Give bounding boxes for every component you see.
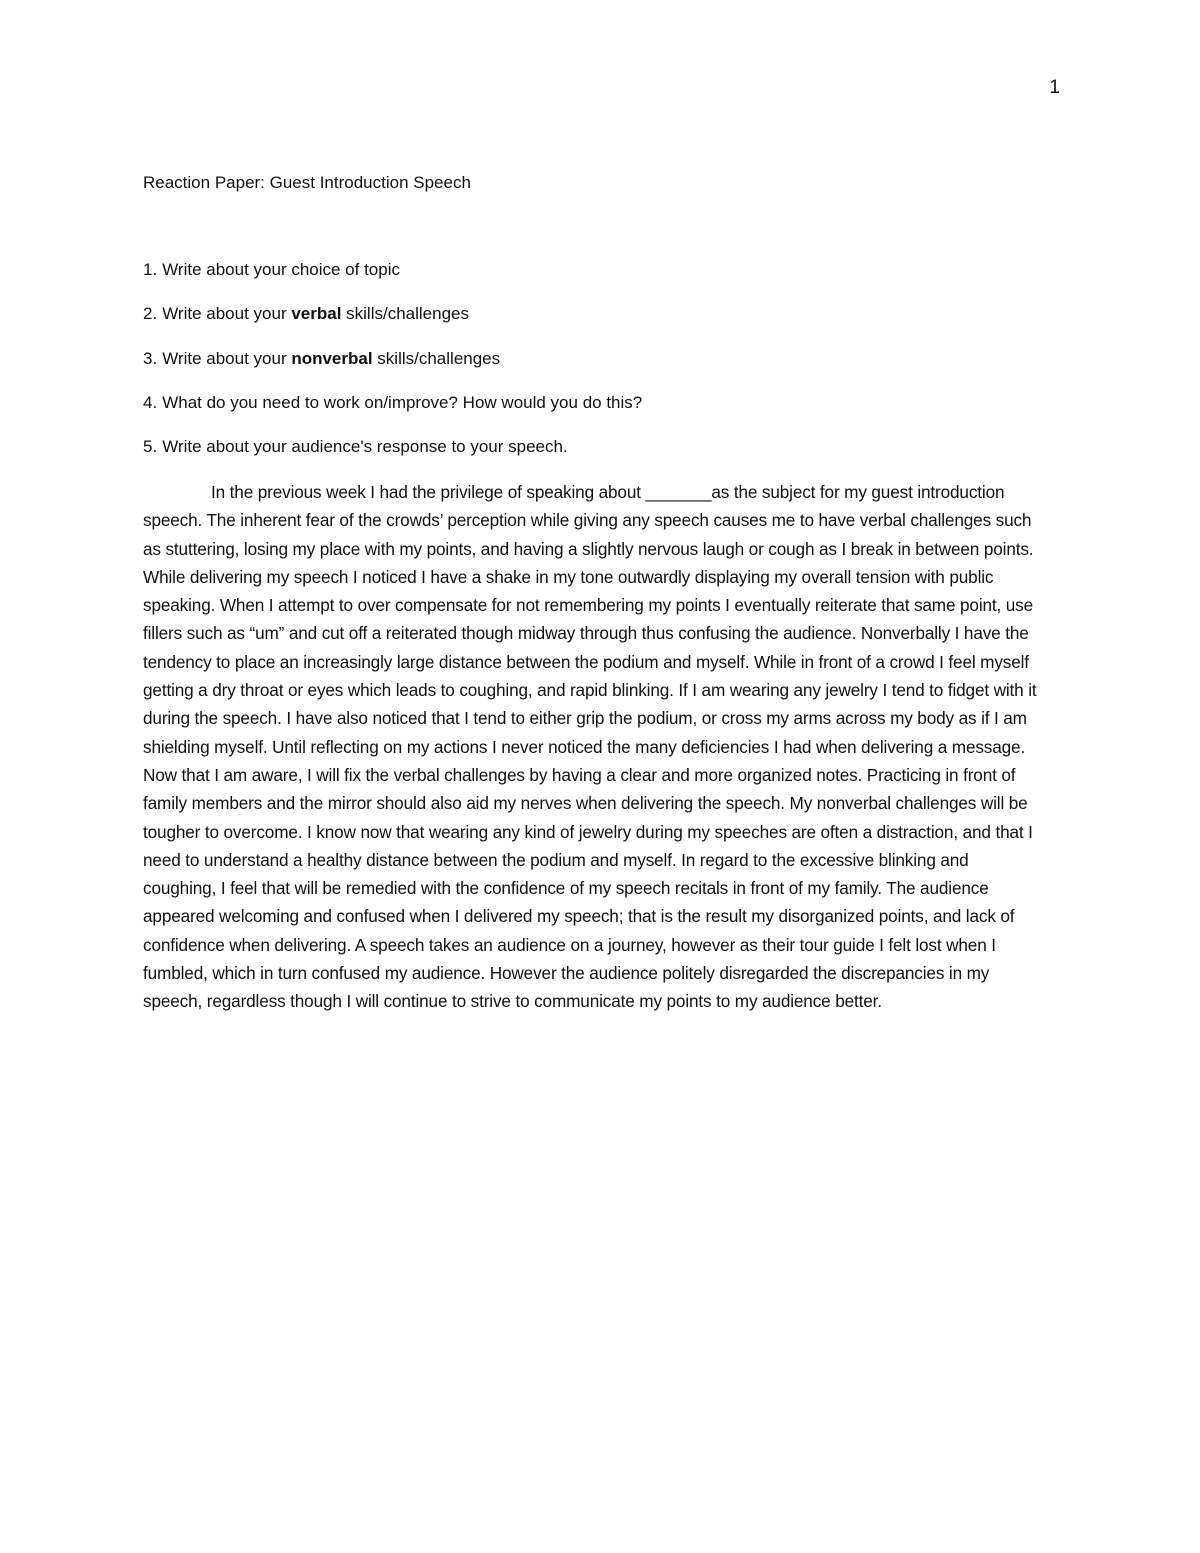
- document-title: Reaction Paper: Guest Introduction Speech: [143, 173, 471, 192]
- question-text: Write about your: [162, 304, 292, 324]
- question-item: [143, 435, 642, 479]
- question-text-tail: skills/challenges: [372, 348, 501, 368]
- question-text: Write about your: [162, 348, 292, 368]
- question-item: [143, 302, 642, 346]
- question-item: [143, 391, 642, 435]
- question-item: [143, 258, 642, 302]
- question-number: 2.: [143, 304, 158, 324]
- question-number: 5.: [143, 437, 158, 457]
- question-text: Write about your choice of topic: [162, 260, 400, 279]
- question-number: 3.: [143, 348, 158, 368]
- question-emphasis: verbal: [291, 304, 342, 324]
- question-item: [143, 347, 642, 391]
- question-list: [143, 258, 642, 479]
- question-text: What do you need to work on/improve? How would you do this?: [162, 392, 643, 412]
- question-emphasis: nonverbal: [291, 348, 373, 368]
- body-paragraph: In the previous week I had the privilege of speaking about _______as the subject for my guest introduction speech. The inherent fear of the crowds’ perception while giving any speech causes me to have verbal challenges such as stuttering, losing my place with my points, and having a slightly nervous laugh or cough as I break in between points. While delivering my speech I noticed I have a shake in my tone outwardly displaying my overall tension with public speaking. When I attempt to over compensate for not remembering my points I eventually reiterate that same point, use fillers such as “um” and cut off a reiterated though midway through thus confusing the audience. Nonverbally I have the tendency to place an increasingly large distance between the podium and myself. While in front of a crowd I feel myself getting a dry throat or eyes which leads to coughing, and rapid blinking. If I am wearing any jewelry I tend to fidget with it during the speech. I have also noticed that I tend to either grip the podium, or cross my arms across my body as if I am shielding myself. Until reflecting on my actions I never noticed the many deficiencies I had when delivering a message. Now that I am aware, I will fix the verbal challenges by having a clear and more organized notes. Practicing in front of family members and the mirror should also aid my nerves when delivering the speech. My nonverbal challenges will be tougher to overcome. I know now that wearing any kind of jewelry during my speeches are often a distraction, and that I need to understand a healthy distance between the podium and myself. In regard to the excessive blinking and coughing, I feel that will be remedied with the confidence of my speech recitals in front of my family. The audience appeared welcoming and confused when I delivered my speech; that is the result my disorganized points, and lack of confidence when delivering. A speech takes an audience on a journey, however as their tour guide I felt lost when I fumbled, which in turn confused my audience. However the audience politely disregarded the discrepancies in my speech, regardless though I will continue to strive to communicate my points to my audience better.: [143, 482, 1037, 1012]
- question-text-tail: skills/challenges: [341, 304, 469, 324]
- page-number: 1: [1049, 77, 1060, 98]
- question-number: 4.: [143, 392, 158, 412]
- question-number: 1.: [143, 260, 158, 279]
- question-text: Write about your audience's response to your speech.: [162, 437, 568, 457]
